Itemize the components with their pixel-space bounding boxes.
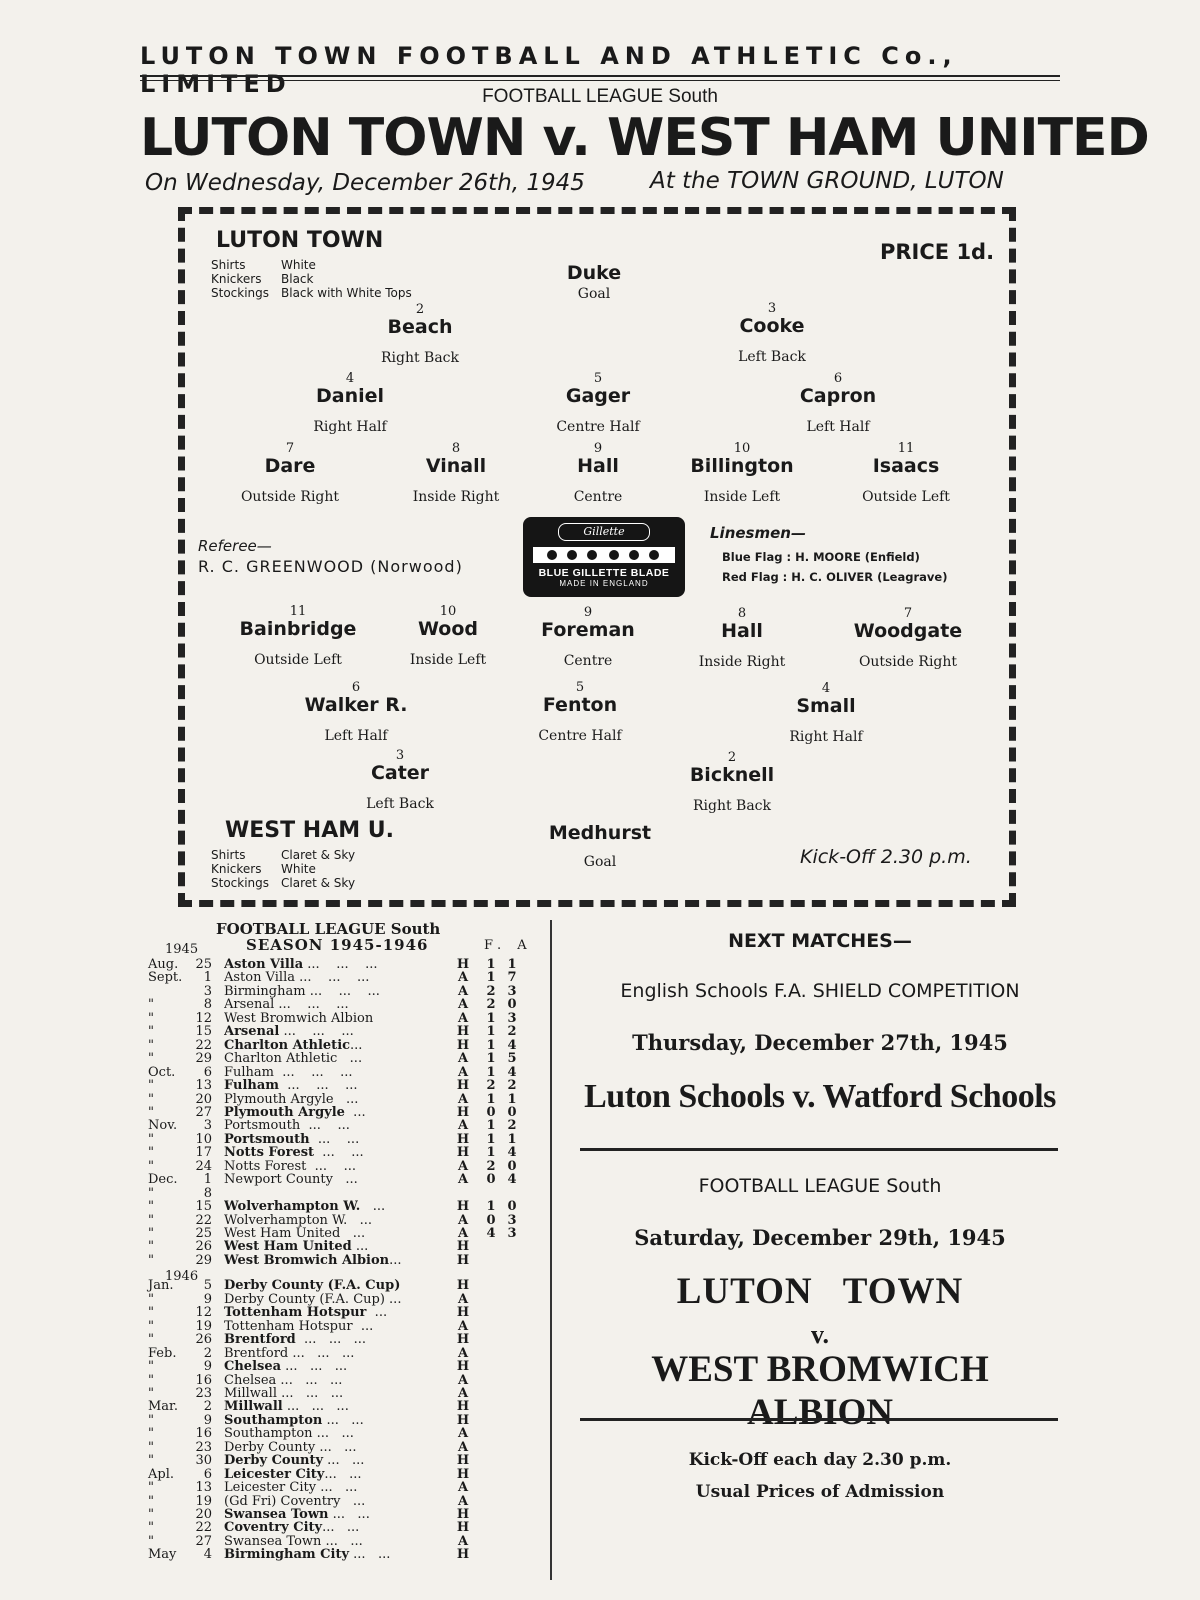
fixture-goals-for: 1 [486,1037,496,1053]
fixture-day: 9 [203,1412,212,1428]
fixture-day: 6 [203,1466,212,1482]
fixture-goals-for: 1 [486,1024,496,1040]
fixture-opponent: Derby County ... ... [224,1440,357,1454]
linesmen-label: Linesmen— [710,524,806,542]
fixture-month: " [148,1332,154,1348]
fixture-day: 17 [195,1145,212,1161]
fixture-month: " [148,1359,154,1375]
fixture-day: 29 [195,1051,212,1067]
fixture-venue: H [456,1412,470,1428]
away-player: 4 Small Right Half [789,681,863,745]
home-player: 5 Gager Centre Half [556,371,640,435]
fixture-opponent: Aston Villa ... ... ... [224,958,378,971]
next-match-1: Luton Schools v. Watford Schools [584,1078,1056,1115]
fixture-venue: A [457,1226,469,1241]
fixture-opponent: Charlton Athletic... [224,1038,363,1052]
fixture-venue: H [456,1507,470,1522]
home-player: 10 Billington Inside Left [690,441,794,505]
fixture-day: 5 [203,1278,212,1294]
fixture-venue: H [456,1399,470,1415]
fixture-day: 20 [195,1091,212,1107]
fixture-opponent: Portsmouth ... ... [224,1132,360,1146]
away-player: 10 Wood Inside Left [409,604,487,668]
fixture-goals-for: 0 [486,1172,496,1188]
fixture-day: 22 [195,1520,212,1536]
fixture-goals-against: 3 [507,1212,517,1228]
fixtures-year-1946: 1946 [165,1269,199,1285]
fixture-month: " [148,1199,154,1215]
fixture-venue: A [457,1091,469,1107]
fixtures-year-1945: 1945 [165,942,199,957]
fixture-day: 3 [203,983,212,999]
fixture-month: Mar. [148,1399,178,1415]
fixture-venue: A [457,1372,469,1388]
fixture-month: " [148,1439,154,1455]
fixture-goals-against: 1 [507,1091,517,1107]
next-league: FOOTBALL LEAGUE South [698,1175,942,1197]
linesman-red-flag: Red Flag : H. C. OLIVER (Leagrave) [722,570,948,584]
fixture-day: 6 [203,1064,212,1080]
fixture-day: 15 [195,1024,212,1040]
fixture-goals-against: 1 [507,1131,517,1147]
fixture-goals-against: 0 [507,1104,517,1120]
fixture-opponent: Chelsea ... ... ... [224,1360,348,1374]
fixture-opponent: Tottenham Hotspur ... [224,1319,374,1333]
fixture-month: " [148,1372,154,1388]
fixture-goals-for: 1 [486,1051,496,1067]
home-colours [211,258,412,300]
fixture-month: " [148,1131,154,1147]
fixture-day: 22 [195,1037,212,1053]
fixture-opponent: Millwall ... ... ... [224,1386,344,1400]
league-name: FOOTBALL LEAGUE South [482,86,718,107]
fixture-venue: A [457,1051,469,1067]
fixture-goals-for: 1 [486,1064,496,1080]
fixture-opponent: Chelsea ... ... ... [224,1373,343,1387]
fixture-month: " [148,1145,154,1161]
fixture-day: 27 [195,1533,212,1549]
fixture-month: " [148,1078,154,1094]
fixture-goals-against: 4 [507,1145,517,1161]
fixture-opponent: Plymouth Argyle ... [224,1105,366,1119]
column-divider [550,920,552,1580]
away-player: 6 Walker R. Left Half [304,680,408,744]
fixture-venue: A [457,1064,469,1080]
fixture-month: " [148,1104,154,1120]
fixture-day: 16 [195,1426,212,1442]
fixture-goals-against: 3 [507,983,517,999]
fixture-day: 23 [195,1439,212,1455]
away-player: 2 Bicknell Right Back [689,750,775,814]
fixture-venue: A [457,1493,469,1509]
fixture-opponent: (Gd Fri) Coventry ... [224,1494,366,1508]
fixture-goals-against: 2 [507,1118,517,1134]
fixture-month: " [148,1520,154,1536]
next-date-1: Thursday, December 27th, 1945 [632,1030,1008,1055]
fixture-venue: A [457,1533,469,1549]
fixture-month: " [148,1385,154,1401]
next-competition: English Schools F.A. SHIELD COMPETITION [620,980,1020,1002]
fixture-opponent: Brentford ... ... ... [224,1333,367,1347]
home-player: 8 Vinall Inside Right [412,441,500,505]
fixture-venue: A [457,1480,469,1496]
price: PRICE 1d. [880,240,995,264]
fixture-month: Nov. [148,1118,178,1134]
away-player: 7 Woodgate Outside Right [853,606,963,670]
fixture-goals-for: 1 [486,1118,496,1134]
fixture-goals-for: 1 [486,1199,496,1215]
fixture-day: 23 [195,1385,212,1401]
fixture-goals-against: 3 [507,1226,517,1241]
fixture-day: 26 [195,1239,212,1255]
gillette-logo: Gillette [558,523,650,541]
fixture-month: Sept. [148,970,183,986]
fixture-venue: A [457,1385,469,1401]
fixture-opponent: Southampton ... ... [224,1427,354,1441]
fixture-day: 9 [203,1291,212,1307]
fixture-venue: A [457,1291,469,1307]
fixture-venue: H [456,1332,470,1348]
fixture-venue: H [456,1547,470,1563]
fixture-day: 22 [195,1212,212,1228]
fixture-opponent: Wolverhampton W. ... [224,1213,373,1227]
fixture-month: " [148,1533,154,1549]
fixture-month: " [148,1426,154,1442]
fixture-goals-against: 4 [507,1172,517,1188]
match-date: On Wednesday, December 26th, 1945 [145,170,585,196]
fixture-day: 1 [203,970,212,986]
fixture-opponent: Newport County ... [224,1173,358,1187]
fixture-day: 8 [203,1185,212,1201]
fixture-venue: H [456,957,470,972]
home-player: 11 Isaacs Outside Left [862,441,950,505]
fixture-month: " [148,1412,154,1428]
fixture-month: " [148,1318,154,1334]
fixture-venue: A [457,1118,469,1134]
fixture-goals-for: 1 [486,970,496,986]
fixture-day: 29 [195,1252,212,1268]
fixture-month: May [148,1547,177,1563]
fixture-opponent: West Bromwich Albion... [224,1253,402,1267]
divider [580,1148,1058,1151]
home-player: 9 Hall Centre [573,441,623,505]
fixture-venue: A [457,1318,469,1334]
fixture-venue: H [456,1199,470,1215]
fixture-opponent: Birmingham City ... ... [224,1548,391,1562]
fixture-opponent: Aston Villa ... ... ... [224,971,370,985]
fixture-day: 15 [195,1199,212,1215]
next-versus: v. [810,1320,830,1349]
fixture-day: 19 [195,1493,212,1509]
fixture-goals-against: 0 [507,1199,517,1215]
fixture-opponent: Notts Forest ... ... [224,1159,356,1173]
colour-row: Shirts Claret & Sky [211,848,356,862]
fixture-opponent: Swansea Town ... ... [224,1534,363,1548]
colour-row: Knickers White [211,862,316,876]
referee-label: Referee— [198,537,272,555]
fixtures-season: SEASON 1945-1946 [246,936,429,954]
fixture-month: " [148,1226,154,1241]
fixture-opponent: West Ham United ... [224,1240,369,1254]
fixture-opponent: Plymouth Argyle ... [224,1092,359,1106]
fixture-month: " [148,1212,154,1228]
fixture-month: " [148,1158,154,1174]
fixture-venue: H [456,1278,470,1294]
fixture-goals-against: 0 [507,997,517,1013]
fixture-month: " [148,1024,154,1040]
colour-row: Knickers Black [211,272,314,286]
fixture-goals-for: 4 [486,1226,496,1241]
fixture-day: 4 [203,1547,212,1563]
home-player: 6 Capron Left Half [799,371,877,435]
fixture-venue: H [456,1520,470,1536]
header-rule-thin [140,80,1060,81]
gillette-blade-advert [523,517,685,597]
fixture-day: 19 [195,1318,212,1334]
fixture-month: " [148,1239,154,1255]
fixture-goals-for: 0 [486,1104,496,1120]
fixture-month: " [148,997,154,1013]
fixture-goals-for: 2 [486,1158,496,1174]
fixture-opponent: West Ham United ... [224,1227,366,1240]
fixture-goals-for: 1 [486,1145,496,1161]
fixture-day: 3 [203,1118,212,1134]
advert-line2: MADE IN ENGLAND [559,579,649,588]
fixture-month: " [148,1037,154,1053]
fixture-goals-against: 0 [507,1158,517,1174]
away-player: 8 Hall Inside Right [698,606,786,670]
fixture-day: 30 [195,1453,212,1469]
fixtures-title: FOOTBALL LEAGUE South [216,920,441,938]
fixture-venue: H [456,1453,470,1469]
fixture-venue: A [457,1345,469,1361]
fixture-day: 1 [203,1172,212,1188]
fixture-goals-for: 1 [486,1131,496,1147]
away-team-name: WEST HAM U. [225,818,395,843]
fixture-opponent: Charlton Athletic ... [224,1052,363,1066]
fixture-opponent: Brentford ... ... ... [224,1346,355,1360]
fixture-venue: H [456,1078,470,1094]
away-player: 3 Cater Left Back [366,748,434,812]
fixture-venue: A [457,1439,469,1455]
fixture-venue: A [457,1212,469,1228]
next-home-team: LUTON TOWN [676,1271,964,1312]
fixture-goals-against: 2 [507,1078,517,1094]
divider [580,1418,1058,1421]
fixture-opponent: Millwall ... ... ... [224,1400,349,1414]
fixture-venue: H [456,1466,470,1482]
fixture-goals-for: 2 [486,983,496,999]
fixture-goals-for: 2 [486,997,496,1013]
fixture-venue: A [457,1010,469,1026]
fixture-venue: H [456,1305,470,1321]
fixture-day: 2 [203,1345,212,1361]
fixture-month: Aug. [148,957,179,972]
fixture-venue: A [457,1172,469,1188]
home-player: 3 Cooke Left Back [738,301,806,365]
fixture-day: 25 [195,1226,212,1241]
match-venue: At the TOWN GROUND, LUTON [650,168,1004,194]
fixture-day: 2 [203,1399,212,1415]
fixtures-score-header: F. A [484,938,533,953]
fixture-opponent: Fulham ... ... ... [224,1079,358,1093]
fixture-opponent: Leicester City ... ... [224,1481,358,1495]
next-kickoff: Kick-Off each day 2.30 p.m. [688,1450,952,1470]
home-player: Duke Goal [566,262,622,302]
home-player: 7 Dare Outside Right [240,441,340,505]
fixture-goals-against: 3 [507,1010,517,1026]
fixture-day: 9 [203,1359,212,1375]
fixture-goals-against: 4 [507,1037,517,1053]
away-player: 5 Fenton Centre Half [538,680,622,744]
fixture-venue: H [456,1024,470,1040]
fixture-opponent: Arsenal ... ... ... [224,998,349,1012]
fixture-opponent: Swansea Town ... ... [224,1508,370,1521]
away-player: 9 Foreman Centre [541,605,635,669]
fixture-opponent: Leicester City... ... [224,1467,362,1481]
fixture-day: 27 [195,1104,212,1120]
fixture-month: " [148,1453,154,1469]
fixture-opponent: Derby County (F.A. Cup) [224,1279,401,1293]
colour-row: Stockings Black with White Tops [211,286,412,300]
kickoff-time: Kick-Off 2.30 p.m. [800,846,972,868]
fixture-month: " [148,1507,154,1522]
fixture-venue: H [456,1131,470,1147]
fixture-opponent: Portsmouth ... ... [224,1119,350,1133]
fixture-day: 13 [195,1480,212,1496]
fixture-month: Dec. [148,1172,178,1188]
fixture-day: 16 [195,1372,212,1388]
fixture-goals-against: 2 [507,1024,517,1040]
fixture-venue: A [457,997,469,1013]
fixture-month: " [148,1291,154,1307]
fixture-opponent: Derby County ... ... [224,1454,365,1468]
fixture-month: " [148,1010,154,1026]
fixture-goals-for: 1 [486,1010,496,1026]
fixture-day: 12 [195,1010,212,1026]
fixture-venue: A [457,970,469,986]
home-player: 2 Beach Right Back [380,302,460,366]
fixture-opponent: West Bromwich Albion [224,1011,374,1025]
fixture-venue: H [456,1037,470,1053]
home-team-name: LUTON TOWN [216,228,384,253]
fixture-month: " [148,1493,154,1509]
fixture-day: 25 [195,957,212,972]
linesman-blue-flag: Blue Flag : H. MOORE (Enfield) [722,550,920,564]
fixture-goals-against: 7 [507,970,517,986]
fixture-goals-against: 5 [507,1051,517,1067]
fixture-day: 24 [195,1158,212,1174]
fixture-opponent: Notts Forest ... ... [224,1146,364,1160]
fixture-venue: H [456,1252,470,1268]
fixture-venue: A [457,1426,469,1442]
away-player: 11 Bainbridge Outside Left [239,604,357,668]
fixture-month: Feb. [148,1345,177,1361]
razor-blade-icon [533,547,675,563]
fixture-goals-against: 1 [507,957,517,972]
admission-prices: Usual Prices of Admission [695,1482,945,1502]
fixture-goals-against: 4 [507,1064,517,1080]
fixture-opponent: Wolverhampton W. ... [224,1200,386,1214]
next-away-team: WEST BROMWICH ALBION [651,1349,989,1433]
fixture-day: 10 [195,1131,212,1147]
fixture-day: 20 [195,1507,212,1522]
fixture-month: Apl. [148,1466,174,1482]
colour-row: Stockings Claret & Sky [211,876,356,890]
fixture-venue: H [456,1104,470,1120]
fixture-opponent: Birmingham ... ... ... [224,984,380,998]
fixture-day: 12 [195,1305,212,1321]
home-player: 4 Daniel Right Half [313,371,387,435]
header-rule [140,75,1060,77]
fixture-day: 8 [203,997,212,1013]
fixture-opponent: Fulham ... ... ... [224,1065,353,1079]
fixture-goals-for: 0 [486,1212,496,1228]
fixture-month: Oct. [148,1064,176,1080]
fixture-venue: H [456,1239,470,1255]
fixture-venue: H [456,1145,470,1161]
fixture-goals-for: 1 [486,957,496,972]
fixture-month: Jan. [148,1278,174,1294]
next-date-2: Saturday, December 29th, 1945 [634,1225,1006,1250]
match-title: LUTON TOWN v. WEST HAM UNITED [140,108,1149,168]
colour-row: Shirts White [211,258,316,272]
fixture-month: " [148,1305,154,1321]
fixture-month: " [148,1252,154,1268]
fixture-goals-for: 2 [486,1078,496,1094]
fixture-opponent: Coventry City... ... [224,1521,360,1535]
fixture-day: 13 [195,1078,212,1094]
away-player: Medhurst Goal [548,822,652,870]
next-matches-title: NEXT MATCHES— [728,930,912,952]
fixture-month: " [148,1091,154,1107]
fixture-goals-for: 1 [486,1091,496,1107]
away-colours [211,848,355,890]
fixture-opponent: Southampton ... ... [224,1413,364,1427]
fixture-opponent: Tottenham Hotspur ... [224,1306,388,1320]
advert-line1: BLUE GILLETTE BLADE [538,567,670,579]
fixture-venue: H [456,1359,470,1375]
fixture-opponent: Arsenal ... ... ... [224,1025,354,1039]
fixture-month: " [148,1480,154,1496]
fixture-month: " [148,1185,154,1201]
fixture-opponent: Derby County (F.A. Cup) ... [224,1292,402,1306]
referee-name: R. C. GREENWOOD (Norwood) [198,557,463,576]
fixture-venue: A [457,1158,469,1174]
fixture-day: 26 [195,1332,212,1348]
fixture-venue: A [457,983,469,999]
company-name: LUTON TOWN FOOTBALL AND ATHLETIC Co., LIMITED [140,42,958,98]
fixture-month: " [148,1051,154,1067]
